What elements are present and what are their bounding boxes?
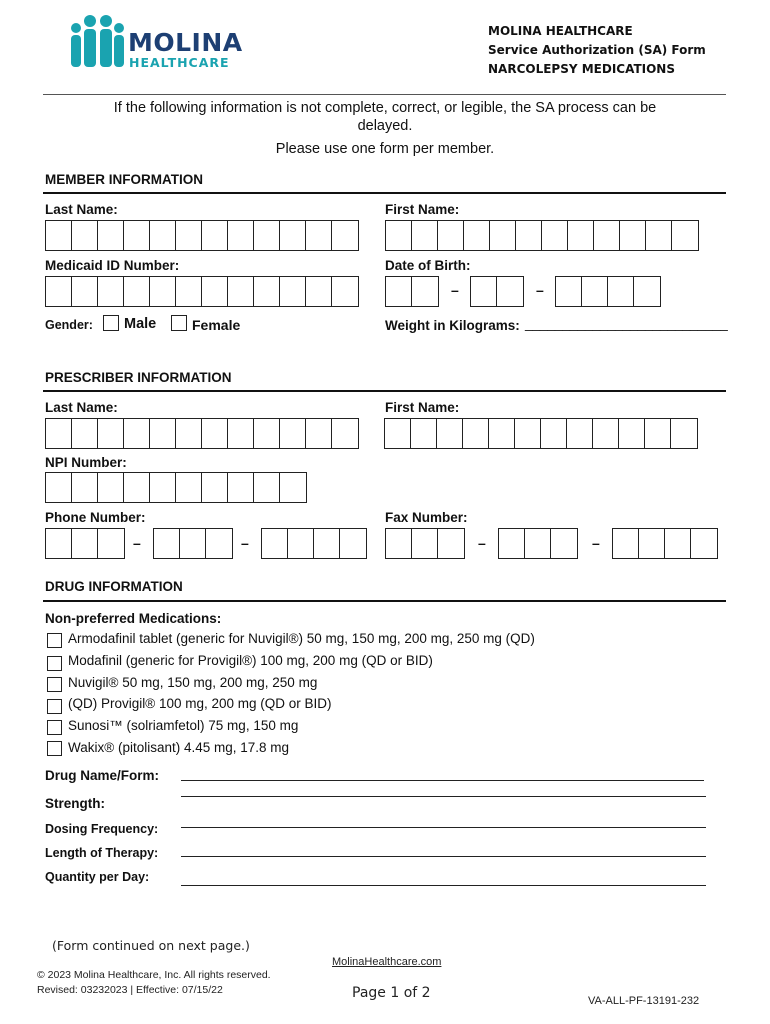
med-label-armodafinil: Armodafinil tablet (generic for Nuvigil®) 50 mg, 150 mg, 200 mg, 250 mg (QD) <box>68 631 535 646</box>
weight-label: Weight in Kilograms: <box>385 318 520 333</box>
fax-line-field[interactable] <box>612 528 718 559</box>
header-divider <box>43 94 726 95</box>
nonpreferred-label: Non-preferred Medications: <box>45 611 222 626</box>
dosing-frequency-label: Dosing Frequency: <box>45 822 159 836</box>
page-number: Page 1 of 2 <box>352 985 431 1001</box>
dob-dash-2: – <box>536 282 544 298</box>
prescriber-last-name-field[interactable] <box>45 418 359 449</box>
med-checkbox-modafinil[interactable] <box>47 656 62 671</box>
revised-text: Revised: 03232023 | Effective: 07/15/22 <box>37 984 223 996</box>
dob-dash-1: – <box>451 282 459 298</box>
header-line1: MOLINA HEALTHCARE <box>488 24 633 38</box>
member-first-name-field[interactable] <box>385 220 699 251</box>
fax-dash-1: – <box>478 535 486 551</box>
dob-year-field[interactable] <box>555 276 661 307</box>
dosing-frequency-field[interactable] <box>181 827 706 828</box>
gender-male-label: Male <box>124 316 157 332</box>
member-section-title: MEMBER INFORMATION <box>45 172 203 187</box>
npi-field[interactable] <box>45 472 307 503</box>
med-label-sunosi: Sunosi™ (solriamfetol) 75 mg, 150 mg <box>68 718 299 733</box>
med-label-nuvigil: Nuvigil® 50 mg, 150 mg, 200 mg, 250 mg <box>68 675 318 690</box>
medicaid-id-field[interactable] <box>45 276 359 307</box>
phone-dash-2: – <box>241 535 249 551</box>
continued-note: (Form continued on next page.) <box>52 938 250 953</box>
fax-area-field[interactable] <box>385 528 465 559</box>
notice-line2: delayed. <box>357 118 413 134</box>
med-checkbox-sunosi[interactable] <box>47 720 62 735</box>
med-label-provigil: (QD) Provigil® 100 mg, 200 mg (QD or BID) <box>68 696 332 711</box>
member-last-name-field[interactable] <box>45 220 359 251</box>
med-label-modafinil: Modafinil (generic for Provigil®) 100 mg, 200 mg (QD or BID) <box>68 653 433 668</box>
molina-logo <box>66 12 246 72</box>
form-code: VA-ALL-PF-13191-232 <box>588 995 700 1007</box>
drug-section-title: DRUG INFORMATION <box>45 579 183 594</box>
logo-brand: MOLINA <box>128 28 243 57</box>
website-link[interactable]: MolinaHealthcare.com <box>332 956 442 968</box>
length-of-therapy-label: Length of Therapy: <box>45 846 159 860</box>
phone-prefix-field[interactable] <box>153 528 233 559</box>
med-checkbox-nuvigil[interactable] <box>47 677 62 692</box>
gender-female-label: Female <box>192 317 241 333</box>
phone-label: Phone Number: <box>45 510 146 525</box>
drug-name-field[interactable] <box>181 780 704 781</box>
drug-section-rule <box>43 600 726 602</box>
form-header <box>488 22 706 79</box>
quantity-per-day-label: Quantity per Day: <box>45 870 150 884</box>
prescriber-first-name-label: First Name: <box>385 400 460 415</box>
gender-male-checkbox[interactable] <box>103 315 119 331</box>
member-last-name-label: Last Name: <box>45 202 118 217</box>
phone-line-field[interactable] <box>261 528 367 559</box>
dob-label: Date of Birth: <box>385 258 471 273</box>
fax-prefix-field[interactable] <box>498 528 578 559</box>
dob-month-field[interactable] <box>385 276 439 307</box>
prescriber-section-title: PRESCRIBER INFORMATION <box>45 370 232 385</box>
npi-label: NPI Number: <box>45 455 127 470</box>
prescriber-section-rule <box>43 390 726 392</box>
fax-label: Fax Number: <box>385 510 468 525</box>
gender-female-checkbox[interactable] <box>171 315 187 331</box>
notice-line1: If the following information is not complete, correct, or legible, the SA process can be <box>113 100 657 116</box>
copyright-text: © 2023 Molina Healthcare, Inc. All rights reserved. <box>37 969 271 981</box>
prescriber-last-name-label: Last Name: <box>45 400 118 415</box>
logo-sub: HEALTHCARE <box>129 55 230 70</box>
phone-area-field[interactable] <box>45 528 125 559</box>
prescriber-first-name-field[interactable] <box>384 418 698 449</box>
length-of-therapy-field[interactable] <box>181 856 706 857</box>
weight-field[interactable]: ___________________________ <box>525 316 728 331</box>
med-checkbox-armodafinil[interactable] <box>47 633 62 648</box>
med-label-wakix: Wakix® (pitolisant) 4.45 mg, 17.8 mg <box>68 740 290 755</box>
gender-label: Gender: <box>45 318 93 332</box>
med-checkbox-provigil[interactable] <box>47 699 62 714</box>
drug-name-field-line2[interactable] <box>181 796 706 797</box>
med-checkbox-wakix[interactable] <box>47 741 62 756</box>
member-first-name-label: First Name: <box>385 202 460 217</box>
dob-day-field[interactable] <box>470 276 524 307</box>
member-section-rule <box>43 192 726 194</box>
header-line2: Service Authorization (SA) Form <box>488 43 706 57</box>
header-line3: NARCOLEPSY MEDICATIONS <box>488 62 675 76</box>
fax-dash-2: – <box>592 535 600 551</box>
people-icon <box>66 12 128 68</box>
notice-line3: Please use one form per member. <box>275 141 495 157</box>
phone-dash-1: – <box>133 535 141 551</box>
strength-label: Strength: <box>45 796 105 811</box>
quantity-per-day-field[interactable] <box>181 885 706 886</box>
medicaid-id-label: Medicaid ID Number: <box>45 258 180 273</box>
drug-name-label: Drug Name/Form: <box>45 768 160 783</box>
